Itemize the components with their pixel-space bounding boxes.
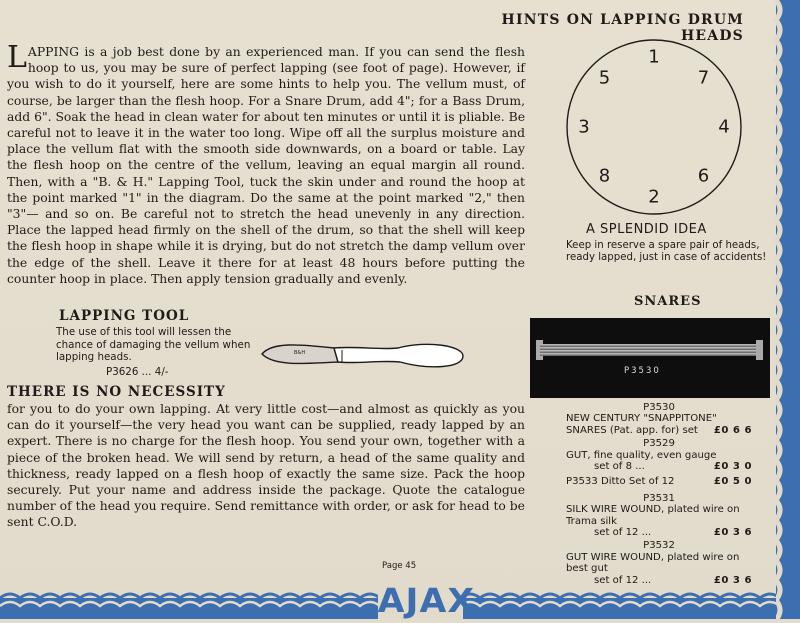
- diagram-number-3: 3: [578, 116, 590, 138]
- brand-name: AJAX: [377, 581, 476, 620]
- diagram-number-8: 8: [598, 165, 611, 187]
- item-code: P3529: [643, 438, 675, 450]
- item-price: £0 3 6: [713, 574, 752, 586]
- catalogue-item: [566, 476, 752, 487]
- catalogue-item: [566, 438, 752, 472]
- right-page-border: [776, 0, 800, 619]
- item-description: NEW CENTURY "SNAPPITONE": [566, 413, 717, 425]
- intro-text: APPING is a job best done by an experienced man. If you can send the flesh hoop to us, you may be sure of perfect lapping (see foot of page). However, if you wish to do it yourself, here are some hints to help you. The vellum must, of course, be larger than the flesh hoop. For a Snare Drum, add 4"; for a Bass Drum, add 6". Soak the head in clean water for about ten minutes or until it is pliable. Be careful not to leave it in the water too long. Wipe off all the surplus moisture and place the vellum flat with the smooth side downwards, on a board or table. Lay the flesh hoop on the centre of the vellum, leaving an equal margin all round. Then, with a "B. & H." Lapping Tool, tuck the skin under and round the hoop at the point marked "1" in the diagram. Do the same at the point marked "2," then "3"— and so on. Be careful not to stretch the head unevenly in any direction. Place the lapped head firmly on the shell of the drum, so that the shell will keep the flesh hoop in shape while it is drying, but do not stretch the damp vellum over the edge of the shell. Leave it there for at least 48 hours before putting the counter hoop in place. Then apply tension gradually and evenly.: [7, 45, 526, 286]
- necessity-title: THERE IS NO NECESSITY: [7, 384, 226, 400]
- item-set: set of 12 ...: [594, 527, 652, 539]
- item-price: £0 5 0: [713, 476, 752, 488]
- item-price: £0 6 6: [713, 424, 752, 436]
- ajax-logo: [377, 581, 476, 620]
- item-code: P3531: [643, 492, 675, 504]
- catalogue-item: [566, 540, 752, 586]
- diagram-number-4: 4: [718, 116, 730, 138]
- item-description: GUT, fine quality, even gauge: [566, 449, 717, 461]
- intro-paragraph: [7, 40, 526, 287]
- lapping-tool-title: LAPPING TOOL: [59, 308, 190, 324]
- item-set: SNARES (Pat. app. for) set: [566, 424, 698, 436]
- lapping-tool-price: P3626 ... 4/-: [106, 366, 169, 378]
- page-number: Page 45: [382, 561, 417, 571]
- snare-photo: [530, 318, 770, 398]
- svg-text:B&H: B&H: [294, 350, 306, 356]
- item-code: P3530: [643, 402, 675, 413]
- snare-wires: [540, 344, 760, 356]
- snares-heading: SNARES: [634, 294, 702, 309]
- item-set: set of 8 ...: [594, 461, 645, 473]
- lapping-diagram: [565, 38, 743, 220]
- item-set: set of 12 ...: [594, 574, 652, 586]
- snare-end-right: [756, 340, 763, 360]
- lapping-tool-icon: [258, 330, 468, 384]
- drop-cap: L: [7, 40, 27, 75]
- snare-photo-label: P3530: [624, 366, 661, 376]
- diagram-number-2: 2: [648, 186, 660, 208]
- item-description: GUT WIRE WOUND, plated wire on best gut: [566, 551, 740, 575]
- splendid-idea-title: A SPLENDID IDEA: [586, 222, 707, 237]
- diagram-number-5: 5: [598, 67, 611, 88]
- lapping-tool-description: The use of this tool will lessen the chance of damaging the vellum when lapping heads.: [56, 326, 251, 363]
- page-title: HINTS ON LAPPING DRUM HEADS: [501, 12, 744, 44]
- item-price: £0 3 6: [713, 527, 752, 539]
- necessity-text: for you to do your own lapping. At very little cost—and almost as quickly as you can do it yourself—the very head you want can be supplied, ready lapped by an expert. There is no charge for the flesh hoop. You send your own, together with a piece of the broken head. We will send by return, a head of the same quality and thickness, ready lapped on a flesh hoop of exactly the same size. Pack the hoop securely. Put your name and address inside the package. Quote the catalogue number of the head you require. Send remittance with order, or ask for head to be sent C.O.D.: [7, 402, 525, 530]
- catalogue-item: [566, 402, 752, 436]
- catalogue-item: [566, 493, 752, 539]
- item-description: SILK WIRE WOUND, plated wire on Trama silk: [566, 504, 740, 527]
- splendid-idea-text: Keep in reserve a spare pair of heads, ready lapped, just in case of accidents!: [566, 240, 767, 263]
- item-code: P3532: [643, 540, 675, 552]
- item-price: £0 3 0: [713, 461, 752, 473]
- diagram-number-6: 6: [697, 165, 710, 187]
- diagram-number-1: 1: [648, 46, 660, 68]
- diagram-number-7: 7: [697, 67, 710, 88]
- snares-catalogue: [566, 402, 752, 588]
- item-set: P3533 Ditto Set of 12: [566, 476, 675, 488]
